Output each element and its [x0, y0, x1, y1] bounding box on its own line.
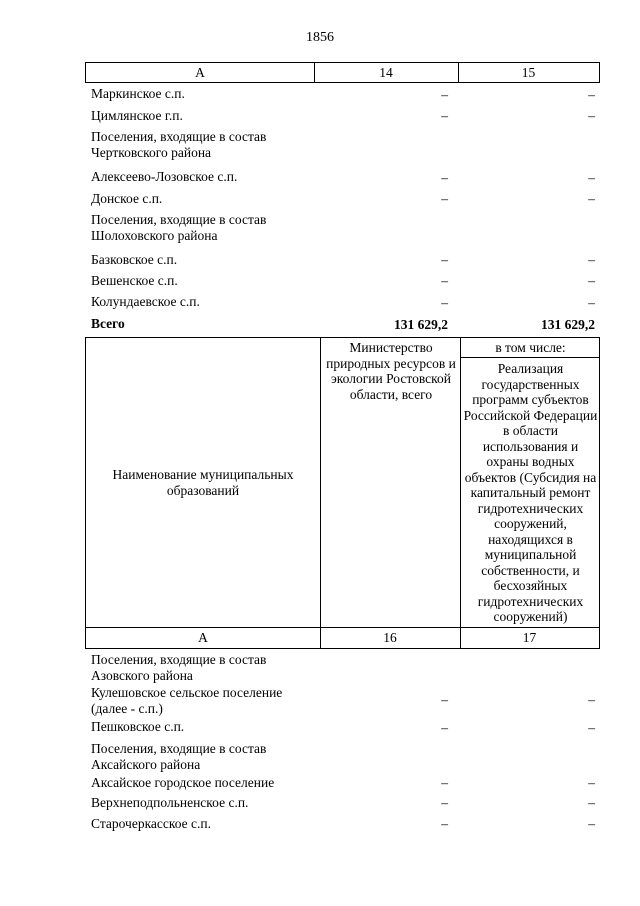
- row-name: Донское с.п.: [91, 191, 163, 206]
- row-name: Поселения, входящие в состав Азовского района: [91, 652, 267, 683]
- row-value-14: –: [441, 273, 448, 289]
- table1-header-col-a: А: [195, 64, 205, 80]
- row-value-14: –: [441, 108, 448, 124]
- row-value-16: –: [441, 692, 448, 708]
- table-row: [85, 169, 600, 191]
- row-name: Базковское с.п.: [91, 252, 178, 267]
- table-row: [85, 252, 600, 273]
- row-name: Пешковское с.п.: [91, 719, 185, 734]
- row-name: Вешенское с.п.: [91, 273, 178, 288]
- col-ministry-header: Министерство природных ресурсов и экологии Ростовской области, всего: [326, 340, 456, 402]
- row-value-14: –: [441, 252, 448, 268]
- col-subsidy-header: Реализация государственных программ субъектов Российской Федерации в области использования и охраны водных объектов (Субсидия на капитальный ремонт гидротехнических сооружений, находящихся в муниципальной собственности, и бесхозяйных гидротехнических сооружений): [463, 361, 598, 625]
- row-value-15: –: [588, 273, 595, 289]
- table2-header: [85, 337, 600, 628]
- row-name: Аксайское городское поселение: [91, 775, 275, 790]
- col-including-header: в том числе:: [495, 340, 566, 355]
- row-value-14: –: [441, 191, 448, 207]
- table2-body: [85, 652, 600, 837]
- table-row: [85, 191, 600, 212]
- row-value-17: –: [588, 692, 595, 708]
- table-row: [85, 685, 600, 719]
- row-value-16: –: [441, 720, 448, 736]
- table1-header: [85, 62, 600, 83]
- table-row-total: [85, 316, 600, 338]
- table-row: [85, 294, 600, 316]
- row-value-17: –: [588, 795, 595, 811]
- row-value-14: 131 629,2: [394, 317, 448, 333]
- row-name: Верхнеподпольненское с.п.: [91, 795, 249, 810]
- table1-header-col-15: 15: [521, 64, 536, 80]
- row-value-17: –: [588, 816, 595, 832]
- table-row: [85, 741, 600, 775]
- row-name: Кулешовское сельское поселение (далее - с.п.): [91, 685, 283, 716]
- row-name: Всего: [91, 316, 125, 331]
- table-row: [85, 775, 600, 795]
- row-value-15: –: [588, 191, 595, 207]
- row-value-14: –: [441, 87, 448, 103]
- row-value-15: 131 629,2: [541, 317, 595, 333]
- row-value-14: –: [441, 170, 448, 186]
- row-value-17: –: [588, 775, 595, 791]
- table-row: [85, 108, 600, 129]
- row-name: Поселения, входящие в состав Аксайского района: [91, 741, 267, 772]
- row-value-14: –: [441, 295, 448, 311]
- page-number: 1856: [306, 30, 334, 45]
- table-row: [85, 816, 600, 837]
- table2-header-col-17: 17: [522, 630, 537, 646]
- table-row: [85, 273, 600, 294]
- row-name: Алексеево-Лозовское с.п.: [91, 169, 238, 184]
- row-name: Поселения, входящие в состав Шолоховского района: [91, 212, 267, 243]
- table1-body: [85, 86, 600, 338]
- row-value-15: –: [588, 252, 595, 268]
- col-name-header: Наименование муниципальных образований: [112, 466, 294, 498]
- row-value-15: –: [588, 295, 595, 311]
- row-value-16: –: [441, 775, 448, 791]
- table-row: [85, 129, 600, 169]
- table-row: [85, 719, 600, 741]
- table2-header-row: [85, 627, 600, 649]
- row-value-15: –: [588, 87, 595, 103]
- row-name: Старочеркасское с.п.: [91, 816, 212, 831]
- row-name: Цимлянское г.п.: [91, 108, 183, 123]
- row-value-15: –: [588, 170, 595, 186]
- row-name: Поселения, входящие в состав Чертковского района: [91, 129, 267, 160]
- table1-header-col-14: 14: [379, 64, 393, 80]
- table-row: [85, 212, 600, 252]
- row-value-15: –: [588, 108, 595, 124]
- row-value-16: –: [441, 795, 448, 811]
- table-row: [85, 652, 600, 685]
- row-name: Колундаевское с.п.: [91, 294, 200, 309]
- table-row: [85, 795, 600, 816]
- table2-header-col-16: 16: [383, 630, 397, 646]
- row-name: Маркинское с.п.: [91, 86, 185, 101]
- table-row: [85, 86, 600, 108]
- table2-header-col-a: А: [198, 630, 208, 646]
- row-value-17: –: [588, 720, 595, 736]
- row-value-16: –: [441, 816, 448, 832]
